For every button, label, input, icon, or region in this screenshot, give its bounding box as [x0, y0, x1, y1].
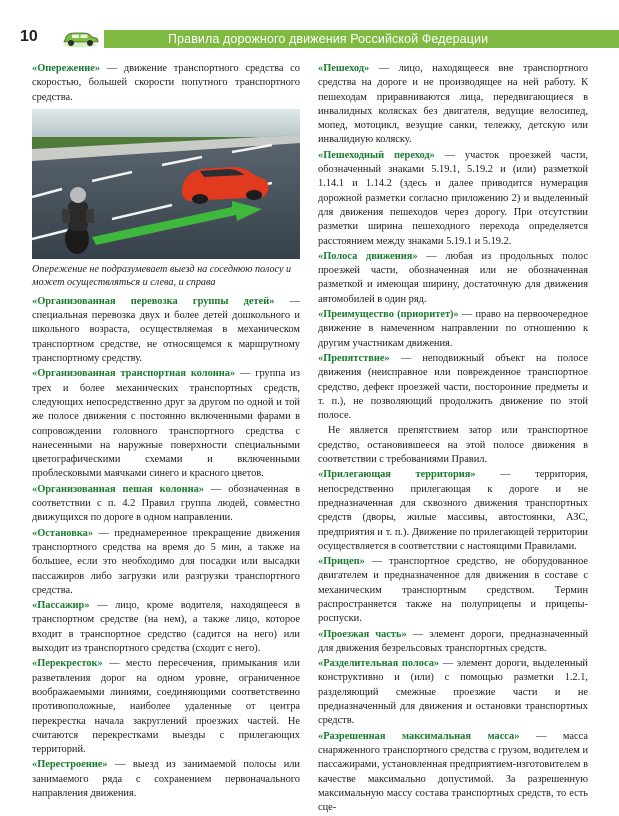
- entry-definition: [32, 527, 300, 598]
- entry-definition: [318, 628, 588, 657]
- term: «Пешеход»: [318, 63, 370, 74]
- entry-definition: [318, 657, 588, 728]
- entry-definition: [32, 758, 300, 801]
- term: «Пешеходный переход»: [318, 149, 435, 161]
- definition: — элемент дороги, предназначенный для движения безрельсовых транспортных средств.: [318, 628, 589, 654]
- entry-definition: [318, 149, 588, 249]
- entry-definition: [318, 468, 588, 554]
- entry-note: [318, 424, 588, 467]
- page-header: [0, 0, 619, 52]
- definition: — преднамеренное прекращение движения транспортного средства на время до 5 мин, а также на большее, если это необходимо для посадки или высадки пассажиров либо загрузки или разгрузки транспортного средства.: [32, 527, 300, 596]
- definition: — лицо, кроме водителя, находящееся в транспортном средстве (на нем), а также лицо, которое входит в транспортное средство (садится на него) или выходит из транспортного средства (сходит с него).: [32, 600, 300, 655]
- term: «Остановка»: [32, 527, 94, 539]
- entry-definition: [32, 295, 300, 366]
- left-column: [32, 62, 300, 802]
- term: «Опережение»: [32, 63, 101, 74]
- entry-definition: [318, 555, 588, 626]
- entry-definition: [32, 483, 300, 526]
- term: «Преимущество (приоритет)»: [318, 309, 459, 321]
- term: «Препятствие»: [318, 352, 390, 364]
- photo-caption: Опережение не подразумевает выезд на соседнюю полосу и может осуществляться и слева, и справа: [32, 263, 292, 288]
- page-number: 10: [20, 28, 38, 45]
- overtaking-photo: [32, 109, 300, 259]
- term: «Разрешенная максимальная масса»: [318, 730, 520, 742]
- car-logo-icon: [60, 28, 100, 48]
- entry-definition: [32, 657, 300, 757]
- definition: — специальная перевозка двух и более детей дошкольного и школьного возраста, осуществляемая в механическом транспортном средстве, не относящемся к маршрутному транспортному средству.: [32, 295, 300, 365]
- running-title: Правила дорожного движения Российской Федерации: [168, 32, 489, 46]
- entry-definition: [318, 62, 588, 148]
- entry-overtaking: [32, 62, 300, 105]
- entry-definition: [318, 352, 588, 423]
- definition: Не является препятствием затор или транспортное средство, остановившееся на этой полосе движения в соответствии с требованиями Правил.: [318, 425, 588, 466]
- term: «Прицеп»: [318, 556, 365, 568]
- entry-definition: [32, 367, 300, 481]
- definition: — транспортное средство, не оборудованное двигателем и предназначенное для движения в составе с механическим транспортным средством. Термин распространяется также на полуприцепы и прицепы-роспуски.: [318, 556, 588, 625]
- definition: — территория, непосредственно прилегающая к дороге и не предназначенная для сквозного движения транспортных средств (дворы, жилые массивы, автостоянки, АЗС, предприятия и т. п.). Движение по прилегающей территории осуществляется в соответствии с настоящими Правилами.: [318, 469, 588, 552]
- road-illustration: [32, 109, 300, 259]
- term: «Разделительная полоса»: [318, 658, 440, 670]
- term: «Перестроение»: [32, 759, 108, 771]
- entry-definition: [318, 250, 588, 307]
- definition: — лицо, находящееся вне транспортного средства на дороге и не производящее на ней работу. К пешеходам приравниваются лица, передвигающиеся в инвалидных колясках без двигателя, ведущие велосипед, мопед, мотоцикл, везущие санки, тележку, детскую или инвалидную коляску.: [318, 63, 588, 146]
- entry-definition: [318, 308, 588, 351]
- definition: — любая из продольных полос проезжей части, обозначенная или не обозначенная разметкой и имеющая ширину, достаточную для движения автомобилей в один ряд.: [318, 250, 588, 305]
- definition: — место пересечения, примыкания или разветвления дорог на одном уровне, ограниченное воображаемыми линиями, соединяющими соответственно противоположные, наиболее удаленные от центра перекрестка начала закруглений проезжих частей. Не считаются перекрестками выезды с прилегающих территорий.: [32, 658, 300, 756]
- term: «Перекресток»: [32, 658, 103, 670]
- definition: — масса снаряженного транспортного средства с грузом, водителем и пассажирами, установленная предприятием-изготовителем в качестве максимально допустимой. За разрешенную максимальную массу состава транспортных средств, то есть сце-: [318, 730, 588, 814]
- term: «Проезжая часть»: [318, 628, 407, 640]
- term: «Полоса движения»: [318, 250, 418, 262]
- definition: — движение транспортного средства со скоростью, большей скорости попутного транспортного средства.: [32, 63, 300, 103]
- term: «Пассажир»: [32, 600, 90, 612]
- term: «Прилегающая территория»: [318, 469, 476, 481]
- definition: — участок проезжей части, обозначенный знаками 5.19.1, 5.19.2 и (или) разметкой 1.14.1 и 1.14.2 (здесь и далее приводится нумерация дорожной разметки согласно приложению 2) и выделенный для движения пешеходов через дорогу. При отсутствии разметки ширина пешеходного перехода определяется расстоянием между знаками 5.19.1 и 5.19.2.: [318, 149, 588, 247]
- entry-definition: [318, 730, 588, 816]
- definition: — обозначенная в соответствии с п. 4.2 Правил группа людей, совместно движущихся по дороге в одном направлении.: [32, 483, 300, 524]
- term: «Организованная пешая колонна»: [32, 483, 204, 495]
- definition: — право на первоочередное движение в намеченном направлении по отношению к другим участникам движения.: [318, 309, 588, 349]
- entry-definition: [32, 599, 300, 656]
- term: «Организованная транспортная колонна»: [32, 368, 236, 380]
- term: «Организованная перевозка группы детей»: [32, 295, 275, 307]
- definition: — неподвижный объект на полосе движения (неисправное или поврежденное транспортное средство, дефект проезжей части, посторонние предметы и т. п.), не позволяющий продолжить движение по этой полосе.: [318, 352, 588, 422]
- definition: — выезд из занимаемой полосы или занимаемого ряда с сохранением первоначального направления движения.: [32, 759, 300, 799]
- definition: — группа из трех и более механических транспортных средств, следующих непосредственно друг за другом по одной и той же полосе движения с постоянно включенными фарами в сопровождении головного транспортного средства с нанесенными на наружные поверхности специальными цветографическими схемами и включенными проблесковыми маячками синего и красного цветов.: [32, 368, 300, 480]
- right-column: [318, 62, 588, 816]
- definition: — элемент дороги, выделенный конструктивно и (или) с помощью разметки 1.2.1, разделяющий смежные проезжие части и не предназначенный для движения и остановки транспортных средств.: [318, 658, 588, 727]
